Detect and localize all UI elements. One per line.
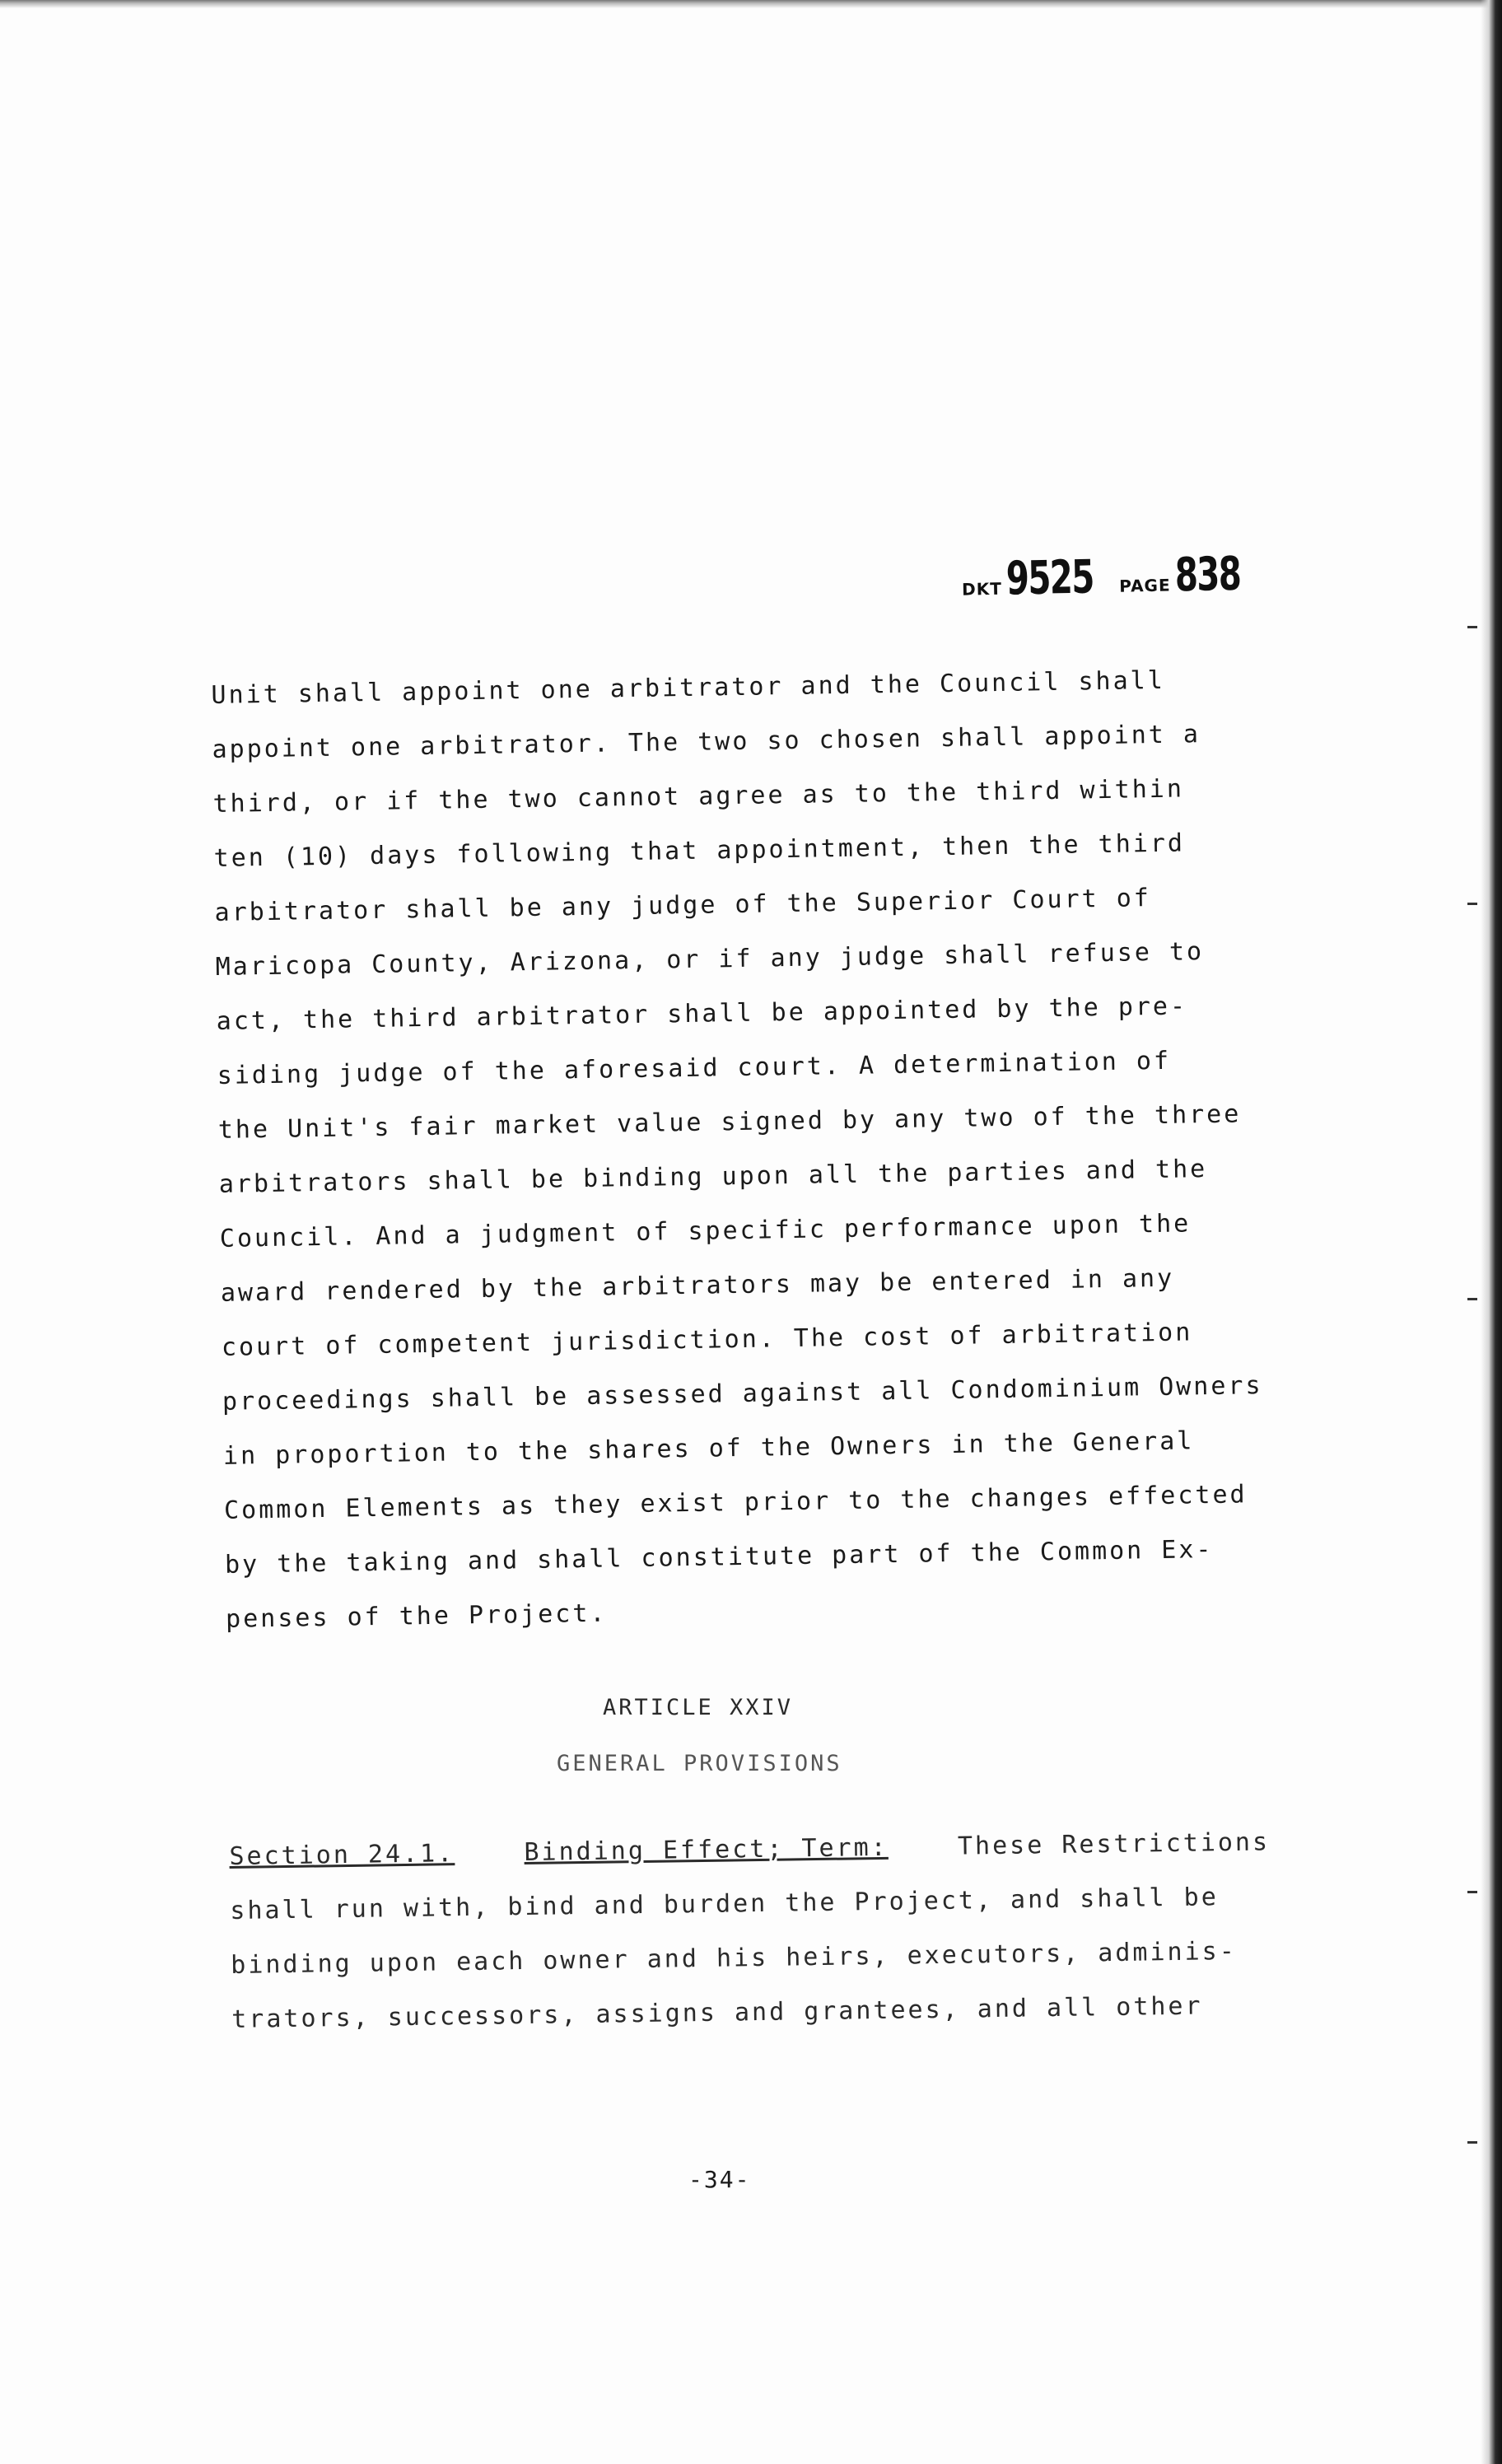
section-24-1 [229, 1815, 1303, 2047]
docket-number: 9525 [1005, 550, 1094, 606]
body-line: penses of the Project. [225, 1598, 608, 1634]
section-line: trators, successors, assigns and grantees, and all other [231, 1991, 1203, 2034]
body-line: Unit shall appoint one arbitrator and the Council shall [211, 665, 1166, 710]
scan-mark [1467, 1891, 1477, 1893]
page-number: -34- [688, 2166, 751, 2193]
scan-top-edge [0, 0, 1502, 8]
body-paragraph [211, 652, 1296, 1647]
body-line: the Unit's fair market value signed by any two of the three [217, 1099, 1242, 1145]
section-line: shall run with, bind and burden the Project, and shall be [230, 1883, 1220, 1925]
body-line: Council. And a judgment of specific performance upon the [219, 1209, 1192, 1253]
docket-label: DKT [961, 578, 1003, 600]
page-ref-number: 838 [1173, 547, 1241, 603]
section-number: Section 24.1. [229, 1839, 455, 1871]
body-line: in proportion to the shares of the Owners in the General [222, 1426, 1195, 1471]
scan-mark [1467, 903, 1477, 905]
body-line: by the taking and shall constitute part of the Common Ex- [224, 1535, 1214, 1580]
body-line: siding judge of the aforesaid court. A determination of [217, 1046, 1172, 1090]
article-title: ARTICLE XXIV [603, 1695, 794, 1720]
scan-right-edge [1481, 0, 1502, 2464]
scan-mark [1467, 2141, 1477, 2144]
scan-mark [1467, 1298, 1477, 1300]
body-line: arbitrator shall be any judge of the Superior Court of [214, 884, 1152, 927]
docket-stamp [961, 547, 1259, 619]
body-line: ten (10) days following that appointment, then the third [213, 828, 1186, 873]
article-subtitle: GENERAL PROVISIONS [557, 1751, 842, 1776]
body-line: proceedings shall be assessed against all Condominium Owners [222, 1371, 1263, 1416]
body-line: court of competent jurisdiction. The cost of arbitration [221, 1318, 1193, 1362]
body-line: arbitrators shall be binding upon all the parties and the [218, 1155, 1208, 1199]
scan-mark [1467, 626, 1477, 628]
page-label: PAGE [1118, 575, 1171, 596]
body-line: appoint one arbitrator. The two so chosen shall appoint a [212, 720, 1201, 764]
body-line: act, the third arbitrator shall be appointed by the pre- [216, 992, 1188, 1036]
section-heading: Binding Effect; Term: [524, 1832, 889, 1867]
section-first-line-text: These Restrictions [957, 1827, 1271, 1861]
section-line: binding upon each owner and his heirs, executors, adminis- [231, 1936, 1238, 1980]
body-line: award rendered by the arbitrators may be entered in any [220, 1263, 1175, 1308]
body-line: third, or if the two cannot agree as to the third within [212, 774, 1185, 819]
body-line: Maricopa County, Arizona, or if any judge shall refuse to [215, 937, 1205, 982]
body-line: Common Elements as they exist prior to the changes effected [223, 1480, 1248, 1525]
